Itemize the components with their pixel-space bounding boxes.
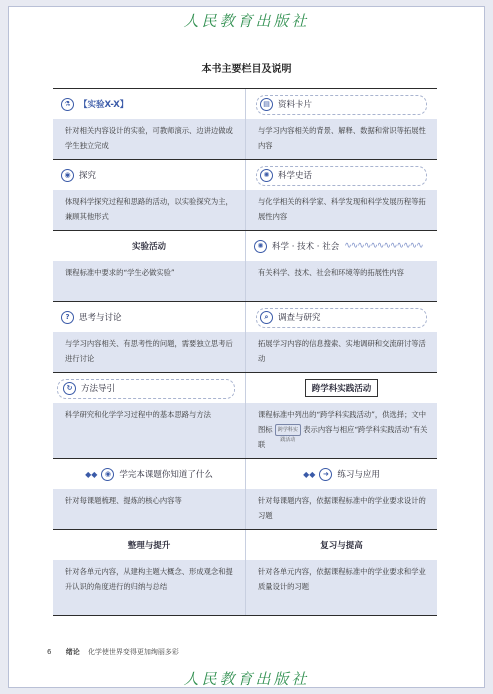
column-table bbox=[53, 88, 437, 616]
cell-science-history bbox=[245, 160, 437, 230]
cell-review-improve bbox=[245, 530, 437, 615]
label-science-history: 科学史话 bbox=[278, 171, 313, 181]
label-sts: 科学 · 技术 · 社会 bbox=[272, 242, 340, 252]
arrow-circle-icon: ➜ bbox=[319, 468, 332, 481]
label-survey-research: 调查与研究 bbox=[278, 313, 321, 323]
cell-experiment bbox=[53, 89, 245, 159]
label-interdisciplinary: 跨学科实践活动 bbox=[305, 379, 379, 397]
label-review-improve: 复习与提高 bbox=[320, 541, 363, 551]
magnifier-icon: ⌕ bbox=[260, 311, 273, 324]
label-summary-know: 学完本课题你知道了什么 bbox=[119, 470, 213, 480]
publisher-header: 人民教育出版社 bbox=[183, 12, 310, 30]
table-row bbox=[53, 458, 437, 529]
cell-summary-know bbox=[53, 459, 245, 529]
footer-chapter: 绪论 bbox=[65, 648, 80, 656]
cell-survey-research bbox=[245, 302, 437, 372]
cell-think-discuss bbox=[53, 302, 245, 372]
chevron-icon: ◆◆ bbox=[303, 469, 316, 479]
page-title: 本书主要栏目及说明 bbox=[201, 64, 292, 75]
cell-practice bbox=[245, 459, 437, 529]
label-practice: 练习与应用 bbox=[337, 470, 380, 480]
desc-think-discuss: 与学习内容相关、有思考性的问题，需要独立思考后进行讨论 bbox=[53, 332, 245, 372]
arrow-circle-icon: ↻ bbox=[63, 382, 76, 395]
desc-summary-know: 针对每课题梳理、提炼的核心内容等 bbox=[53, 489, 245, 529]
desc-survey-research: 拓展学习内容的信息搜索、实地调研和交流研讨等活动 bbox=[246, 332, 437, 372]
label-inquiry: 探究 bbox=[79, 171, 97, 181]
interdisciplinary-mini-icon: 跨学科实践活动 bbox=[275, 424, 301, 436]
chevron-icon: ◆◆ bbox=[85, 469, 98, 479]
desc-info-card: 与学习内容相关的背景、解释、数据和常识等拓展性内容 bbox=[246, 119, 437, 159]
desc-inquiry: 体现科学探究过程和思路的活动，以实验探究为主，兼顾其他形式 bbox=[53, 190, 245, 230]
desc-method-guide: 科学研究和化学学习过程中的基本思路与方法 bbox=[53, 403, 245, 458]
footer-subtitle: 化学使世界变得更加绚丽多彩 bbox=[87, 648, 179, 656]
desc-interdisciplinary bbox=[246, 403, 437, 458]
page-footer bbox=[47, 647, 179, 657]
label-lab-activity: 实验活动 bbox=[131, 242, 166, 252]
page-number: 6 bbox=[47, 648, 52, 656]
desc-sts: 有关科学、技术、社会和环境等的拓展性内容 bbox=[246, 261, 437, 301]
cell-lab-activity bbox=[53, 231, 245, 301]
label-organize-improve: 整理与提升 bbox=[127, 541, 171, 551]
question-icon: ? bbox=[61, 311, 74, 324]
desc-review-improve: 针对各单元内容，依据课程标准中的学业要求和学业质量设计的习题 bbox=[246, 560, 437, 615]
wave-decoration: ∿∿∿∿∿∿∿∿∿∿∿∿ bbox=[344, 241, 423, 251]
target-icon: ◉ bbox=[101, 468, 114, 481]
cell-organize-improve bbox=[53, 530, 245, 615]
table-row bbox=[53, 159, 437, 230]
atom-icon: ✺ bbox=[254, 240, 267, 253]
desc-interdisciplinary-a: 课程标准中列出的“跨学科实践活动”，供选择；文中图标 bbox=[258, 410, 426, 434]
table-row bbox=[53, 529, 437, 616]
desc-organize-improve: 针对各单元内容，从建构主题大概念、形成观念和提升认识的角度进行的归纳与总结 bbox=[53, 560, 245, 615]
desc-interdisciplinary-b: 表示内容与相应“跨学科实践活动”有关联 bbox=[258, 425, 428, 449]
table-row bbox=[53, 88, 437, 159]
cell-interdisciplinary bbox=[245, 373, 437, 458]
label-method-guide: 方法导引 bbox=[81, 384, 116, 394]
flask-icon: ⚗ bbox=[61, 98, 74, 111]
atom-icon: ✺ bbox=[260, 169, 273, 182]
desc-science-history: 与化学相关的科学家、科学发现和科学发展历程等拓展性内容 bbox=[246, 190, 437, 230]
desc-lab-activity: 课程标准中要求的“学生必做实验” bbox=[53, 261, 245, 301]
cell-method-guide bbox=[53, 373, 245, 458]
label-think-discuss: 思考与讨论 bbox=[79, 313, 122, 323]
desc-practice: 针对每课题内容，依据课程标准中的学业要求设计的习题 bbox=[246, 489, 437, 529]
publisher-footer: 人民教育出版社 bbox=[183, 670, 310, 688]
table-row bbox=[53, 372, 437, 458]
target-icon: ◉ bbox=[61, 169, 74, 182]
cell-sts bbox=[245, 231, 437, 301]
desc-experiment: 针对相关内容设计的实验，可教师演示、边讲边做或学生独立完成 bbox=[53, 119, 245, 159]
table-row bbox=[53, 230, 437, 301]
label-experiment: 【实验X-X】 bbox=[79, 100, 129, 110]
page bbox=[8, 6, 485, 688]
book-icon: ▤ bbox=[260, 98, 273, 111]
table-row bbox=[53, 301, 437, 372]
cell-info-card bbox=[245, 89, 437, 159]
cell-inquiry bbox=[53, 160, 245, 230]
label-info-card: 资料卡片 bbox=[278, 100, 313, 110]
